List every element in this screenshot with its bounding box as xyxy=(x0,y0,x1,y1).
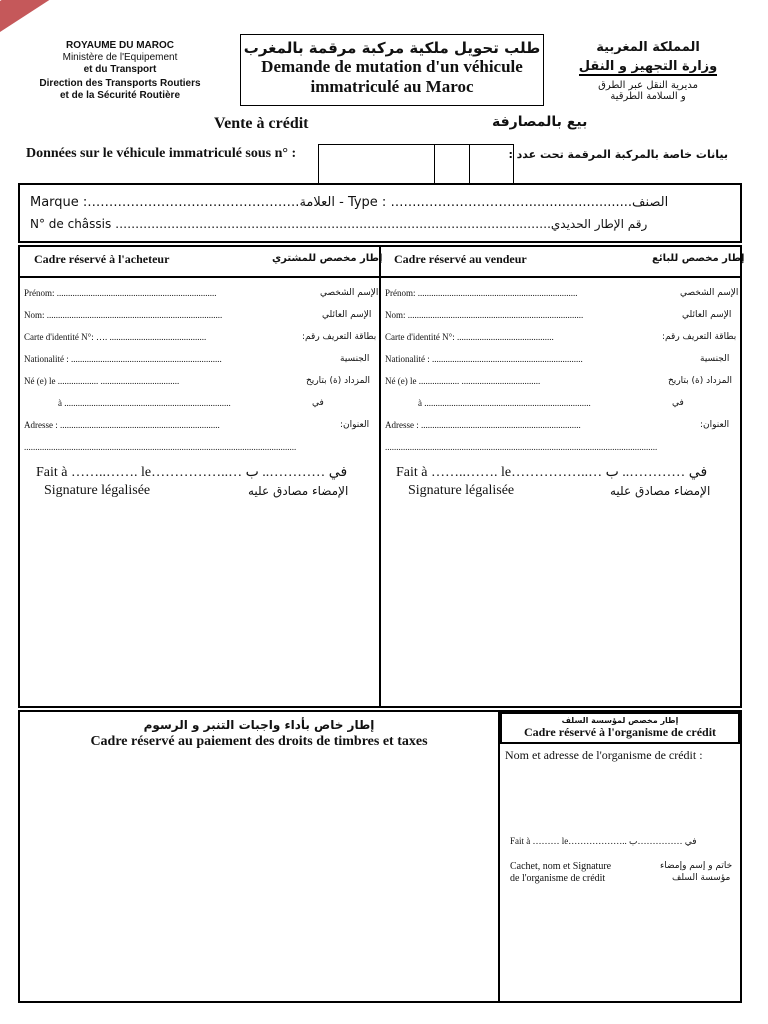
header-fr-line: et de la Sécurité Routière xyxy=(59,90,181,101)
header-fr xyxy=(20,40,220,102)
header-fr-line: ROYAUME DU MAROC xyxy=(66,40,174,51)
seller-birthplace-ar: في xyxy=(672,398,684,408)
credit-cachet-fr-1: Cachet, nom et Signature xyxy=(510,861,612,872)
credit-cachet-fr-2: de l'organisme de crédit xyxy=(510,873,606,884)
seller-birthdate-field[interactable]: Né (e) le .................. ................................... xyxy=(385,376,541,386)
credit-title-ar: إطار مخصص لمؤسسة السلف xyxy=(561,716,679,725)
seller-birthdate-ar: المزداد (ة) بتاريخ xyxy=(668,376,733,386)
credit-cachet-ar-1: خاتم و إسم وإمضاء xyxy=(660,861,733,871)
seller-title-fr: Cadre réservé au vendeur xyxy=(394,252,527,266)
buyer-nationalite-ar: الجنسية xyxy=(340,354,370,364)
buyer-signature-ar: الإمضاء مصادق عليه xyxy=(248,484,349,498)
seller-signature-fr: Signature légalisée xyxy=(408,483,515,498)
buyer-birthdate-field[interactable]: Né (e) le .................. ................................... xyxy=(24,376,180,386)
credit-cachet-ar-2: مؤسسة السلف xyxy=(672,873,731,883)
seller-adresse-line2[interactable]: ......................................................................................................................... xyxy=(385,442,658,452)
buyer-birthplace-field[interactable]: à .......................................................................... xyxy=(58,398,231,408)
taxes-title-ar: إطار خاص بأداء واجبات التنبر و الرسوم xyxy=(143,718,375,732)
title-fr-line1: Demande de mutation d'un véhicule xyxy=(261,57,523,76)
header-fr-line: Ministère de l'Equipement xyxy=(62,52,178,63)
seller-prenom-field[interactable]: Prénom: ....................................................................... xyxy=(385,288,578,298)
credit-title-box xyxy=(500,712,740,744)
seller-signature-ar: الإمضاء مصادق عليه xyxy=(610,484,711,498)
header-ar-line: وزارة التجهيز و النقل xyxy=(578,59,718,74)
title-box xyxy=(240,34,544,106)
buyer-birthdate-ar: المزداد (ة) بتاريخ xyxy=(306,376,371,386)
seller-nationalite-field[interactable]: Nationalité : ................................................................... xyxy=(385,354,583,364)
seller-adresse-ar: العنوان: xyxy=(700,420,730,430)
buyer-adresse-ar: العنوان: xyxy=(340,420,370,430)
seller-title-ar: إطار مخصص للبائع xyxy=(652,253,745,264)
subtitle-ar: بيع بالمصارفة xyxy=(492,114,588,130)
seller-cin-field[interactable]: Carte d'identité N°: ........................................... xyxy=(385,332,554,342)
buyer-cin-field[interactable]: Carte d'identité N°: …. ........................................... xyxy=(24,332,207,342)
buyer-adresse-line2[interactable]: ......................................................................................................................... xyxy=(24,442,297,452)
buyer-birthplace-ar: في xyxy=(312,398,324,408)
buyer-nom-field[interactable]: Nom: .............................................................................. xyxy=(24,310,223,320)
seller-nationalite-ar: الجنسية xyxy=(700,354,730,364)
credit-fait-field[interactable]: Fait à ……… le……………….. في ……………ب xyxy=(510,836,697,846)
buyer-nom-ar: الإسم العائلي xyxy=(322,310,372,320)
title-fr-line2: immatriculé au Maroc xyxy=(310,77,474,96)
vehicle-data-label-ar: بيانات خاصة بالمركبة المرقمة تحت عدد : xyxy=(508,148,728,161)
buyer-title-fr: Cadre réservé à l'acheteur xyxy=(34,252,170,266)
header-fr-line: et du Transport xyxy=(83,64,157,75)
header-ar-line: المملكة المغربية xyxy=(596,40,700,55)
header-ar-line: مديرية النقل عبر الطرق xyxy=(598,80,698,91)
buyer-nationalite-field[interactable]: Nationalité : ................................................................... xyxy=(24,354,222,364)
seller-cin-ar: بطاقة التعريف رقم: xyxy=(662,332,737,342)
registration-number-boxes[interactable] xyxy=(318,144,514,184)
title-ar: طلب تحويل ملكية مركبة مرقمة بالمغرب xyxy=(243,39,541,57)
header-fr-line: Direction des Transports Routiers xyxy=(39,78,201,89)
buyer-prenom-ar: الإسم الشخصي xyxy=(320,288,379,298)
buyer-fait-field[interactable]: Fait à ……..……. le……………..… في ………….. ب xyxy=(36,465,348,480)
buyer-adresse-field[interactable]: Adresse : ....................................................................... xyxy=(24,420,220,430)
header-ar xyxy=(568,40,728,102)
marque-type-field[interactable]: Marque :………………………………………….العلامة - Type : ……..…………………….........................الصنف xyxy=(30,195,669,210)
seller-birthplace-field[interactable]: à .......................................................................... xyxy=(418,398,591,408)
taxes-box xyxy=(18,710,500,1003)
buyer-prenom-field[interactable]: Prénom: ....................................................................... xyxy=(24,288,217,298)
seller-fait-field[interactable]: Fait à ……..……. le……………..… في ………….. ب xyxy=(396,465,708,480)
seller-nom-field[interactable]: Nom: .............................................................................. xyxy=(385,310,584,320)
parties-divider xyxy=(379,245,381,708)
chassis-field[interactable]: N° de châssis ……………………………………………………………………………………………….رقم الإطار الحديدي xyxy=(30,217,648,231)
subtitle-fr: Vente à crédit xyxy=(214,115,309,132)
buyer-signature-fr: Signature légalisée xyxy=(44,483,151,498)
credit-name-address-label[interactable]: Nom et adresse de l'organisme de crédit : xyxy=(505,748,703,762)
header-ar-line: و السلامة الطرقية xyxy=(610,91,686,102)
vehicle-box xyxy=(18,183,742,243)
parties-header-line xyxy=(18,276,742,278)
credit-title-fr: Cadre réservé à l'organisme de crédit xyxy=(523,725,717,739)
seller-prenom-ar: الإسم الشخصي xyxy=(680,288,739,298)
vehicle-data-label: Données sur le véhicule immatriculé sous n° : xyxy=(26,146,297,161)
buyer-cin-ar: بطاقة التعريف رقم: xyxy=(302,332,377,342)
taxes-title-fr: Cadre réservé au paiement des droits de timbres et taxes xyxy=(90,734,428,749)
buyer-title-ar: إطار مخصص للمشتري xyxy=(272,253,383,264)
seller-adresse-field[interactable]: Adresse : ....................................................................... xyxy=(385,420,581,430)
seller-nom-ar: الإسم العائلي xyxy=(682,310,732,320)
